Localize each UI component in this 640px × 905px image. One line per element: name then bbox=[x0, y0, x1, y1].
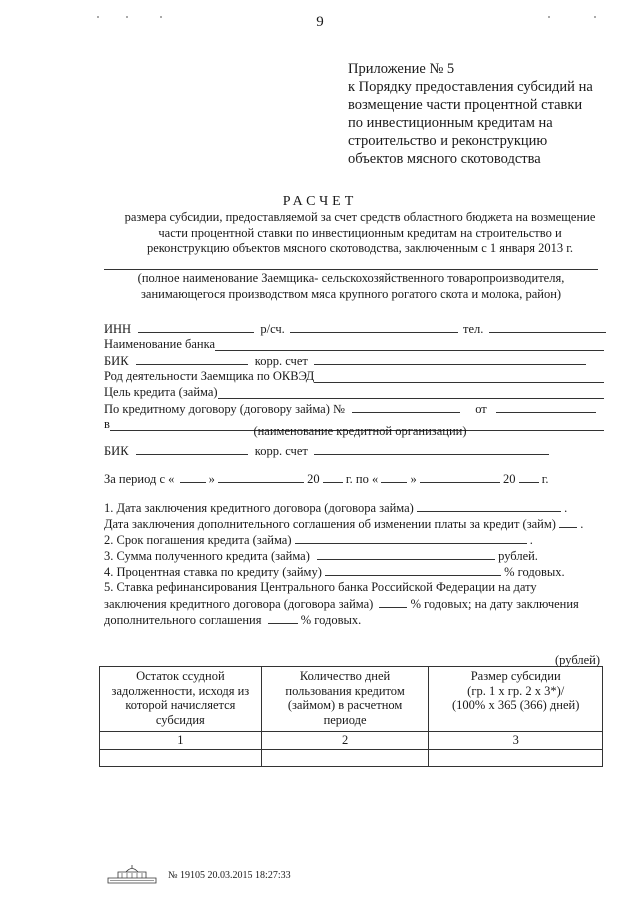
annex-line: к Порядку предоставления субсидий на bbox=[348, 79, 593, 95]
corr-account2-label: корр. счет bbox=[254, 444, 308, 458]
units-label: (рублей) bbox=[555, 653, 601, 667]
item-3-end: рублей. bbox=[498, 549, 538, 563]
refinance-rate-addendum-field[interactable] bbox=[268, 612, 298, 624]
annex-heading bbox=[348, 60, 628, 168]
interest-rate-field[interactable] bbox=[325, 564, 501, 576]
header-line: которой начисляется bbox=[125, 698, 236, 712]
table-row bbox=[100, 749, 603, 766]
loan-amount-field[interactable] bbox=[317, 548, 495, 560]
column-number: 2 bbox=[261, 732, 429, 750]
period-start-day-field[interactable] bbox=[180, 471, 206, 483]
item-5-line3b: % годовых. bbox=[300, 613, 362, 627]
agreement-from-label: от bbox=[475, 402, 487, 416]
bik2-row bbox=[104, 443, 604, 458]
annex-line: Приложение № 5 bbox=[348, 61, 455, 77]
item-5-line1: 5. Ставка рефинансирования Центрального банка Российской Федерации на дату bbox=[104, 580, 537, 594]
item-5-line3a: дополнительного соглашения bbox=[104, 613, 262, 627]
okved-label: Род деятельности Заемщика по ОКВЭД bbox=[104, 369, 315, 383]
item-5-line2a: заключения кредитного договора (договора займа) bbox=[104, 597, 374, 611]
bank-name-field[interactable] bbox=[215, 339, 604, 351]
period-start-year-field[interactable] bbox=[323, 471, 343, 483]
corr-account-label: корр. счет bbox=[254, 354, 308, 368]
bank-name-label: Наименование банка bbox=[104, 337, 216, 351]
phone-field[interactable] bbox=[489, 321, 606, 333]
header-line: (гр. 1 х гр. 2 х 3*)/ bbox=[467, 683, 565, 698]
header-line: задолженности, исходя из bbox=[111, 683, 250, 698]
table-number-row bbox=[100, 732, 603, 750]
borrower-name-field[interactable] bbox=[104, 269, 598, 270]
subtitle-line: части процентной ставки по инвестиционным кредитам на строительство и bbox=[158, 225, 562, 240]
agreement-date-field[interactable] bbox=[496, 401, 596, 413]
item-1b-row bbox=[104, 516, 604, 531]
column-number: 3 bbox=[429, 732, 603, 750]
header-line: периоде bbox=[323, 712, 367, 727]
period-label: За период с « bbox=[104, 472, 175, 486]
bik-row bbox=[104, 353, 604, 368]
subsidy-amount-cell[interactable] bbox=[429, 749, 603, 766]
phone-label: тел. bbox=[463, 322, 484, 336]
header-line: Количество дней bbox=[299, 669, 391, 683]
annex-line: по инвестиционным кредитам на bbox=[348, 115, 553, 131]
okved-row bbox=[104, 369, 604, 383]
subtitle-line: размера субсидии, предоставляемой за счет средств областного бюджета на возмещение bbox=[124, 210, 596, 224]
agreement-label: По кредитному договору (договору займа) № bbox=[104, 402, 345, 416]
header-cell bbox=[100, 667, 262, 732]
okved-field[interactable] bbox=[314, 371, 604, 383]
agreement-number-field[interactable] bbox=[352, 401, 460, 413]
corr-account-field[interactable] bbox=[314, 353, 586, 365]
annex-line: объектов мясного скотоводства bbox=[348, 151, 541, 167]
legislature-seal-icon bbox=[104, 864, 160, 886]
item-1b-label: Дата заключения дополнительного соглашения об изменении платы за кредит (займ) bbox=[104, 517, 556, 531]
purpose-row bbox=[104, 385, 604, 399]
period-row bbox=[104, 471, 604, 486]
item-2-label: 2. Срок погашения кредита (займа) bbox=[104, 533, 292, 547]
inn-row bbox=[104, 321, 604, 336]
caption-line: (полное наименование Заемщика- сельскохозяйственного товаропроизводителя, bbox=[137, 271, 565, 285]
registration-footer bbox=[104, 864, 291, 886]
bik-label: БИК bbox=[104, 354, 129, 368]
registration-stamp: № 19105 20.03.2015 18:27:33 bbox=[168, 869, 291, 881]
item-3-row bbox=[104, 548, 604, 563]
period-to-label: г. по « bbox=[345, 472, 379, 486]
item-1-end: . bbox=[564, 501, 568, 515]
bik-field[interactable] bbox=[136, 353, 248, 365]
inn-field[interactable] bbox=[138, 321, 254, 333]
annex-line: возмещение части процентной ставки bbox=[348, 97, 583, 113]
addendum-date-field[interactable] bbox=[559, 516, 577, 528]
agreement-row bbox=[104, 401, 604, 416]
header-line: субсидия bbox=[155, 712, 205, 727]
inn-label: ИНН bbox=[104, 322, 132, 336]
period-end-suffix: г. bbox=[541, 472, 549, 486]
bank-name-row bbox=[104, 337, 604, 351]
period-start-month-field[interactable] bbox=[218, 471, 304, 483]
period-end-month-field[interactable] bbox=[420, 471, 500, 483]
item-2-end: . bbox=[529, 533, 533, 547]
header-line: Размер субсидии bbox=[470, 669, 561, 683]
credit-org-caption: (наименование кредитной организации) bbox=[253, 424, 467, 438]
document-title: РАСЧЕТ bbox=[282, 194, 358, 209]
purpose-field[interactable] bbox=[218, 387, 604, 399]
corr-account2-field[interactable] bbox=[314, 443, 549, 455]
account-label: р/сч. bbox=[260, 322, 285, 336]
page-number: 9 bbox=[316, 14, 324, 30]
purpose-label: Цель кредита (займа) bbox=[104, 385, 218, 399]
item-1b-end: . bbox=[580, 517, 584, 531]
repayment-term-field[interactable] bbox=[295, 532, 527, 544]
item-5-row3 bbox=[104, 612, 604, 627]
header-line: пользования кредитом bbox=[285, 683, 405, 698]
account-field[interactable] bbox=[290, 321, 458, 333]
subsidy-table bbox=[99, 666, 603, 767]
column-number: 1 bbox=[100, 732, 262, 750]
period-end-year-field[interactable] bbox=[519, 471, 539, 483]
item-4-label: 4. Процентная ставка по кредиту (займу) bbox=[104, 565, 322, 579]
item-5-row2 bbox=[104, 596, 604, 611]
item-5-row bbox=[104, 580, 604, 594]
period-end-day-field[interactable] bbox=[381, 471, 407, 483]
header-line: Остаток ссудной bbox=[136, 669, 225, 683]
loan-balance-cell[interactable] bbox=[100, 749, 262, 766]
days-count-cell[interactable] bbox=[261, 749, 429, 766]
year-prefix: 20 bbox=[307, 472, 320, 486]
contract-date-field[interactable] bbox=[417, 500, 561, 512]
bik2-label: БИК bbox=[104, 444, 129, 458]
header-line: (займом) в расчетном bbox=[287, 698, 403, 712]
document-subtitle bbox=[100, 210, 620, 257]
item-5-line2b: % годовых; на дату заключения bbox=[410, 597, 579, 611]
caption-line: занимающегося производством мяса крупного рогатого скота и молока, район) bbox=[140, 286, 562, 301]
item-4-end: % годовых. bbox=[504, 565, 565, 579]
subtitle-line: реконструкцию объектов мясного скотоводства, заключенным с 1 января 2013 г. bbox=[146, 241, 574, 255]
header-cell bbox=[261, 667, 429, 732]
borrower-caption bbox=[104, 271, 598, 302]
item-3-label: 3. Сумма полученного кредита (займа) bbox=[104, 549, 310, 563]
table-header-row bbox=[100, 667, 603, 732]
year-prefix: 20 bbox=[502, 472, 516, 486]
credit-org-in-label: в bbox=[104, 417, 110, 431]
header-line: (100% х 365 (366) дней) bbox=[452, 698, 580, 712]
quote-close: » bbox=[208, 472, 215, 486]
item-1-label: 1. Дата заключения кредитного договора (договора займа) bbox=[104, 501, 414, 515]
item-1-row bbox=[104, 500, 604, 515]
quote-close: » bbox=[410, 472, 417, 486]
bik2-field[interactable] bbox=[136, 443, 248, 455]
annex-line: строительство и реконструкцию bbox=[348, 133, 548, 149]
item-4-row bbox=[104, 564, 604, 579]
header-cell bbox=[429, 667, 603, 732]
refinance-rate-contract-field[interactable] bbox=[379, 596, 407, 608]
item-2-row bbox=[104, 532, 604, 547]
